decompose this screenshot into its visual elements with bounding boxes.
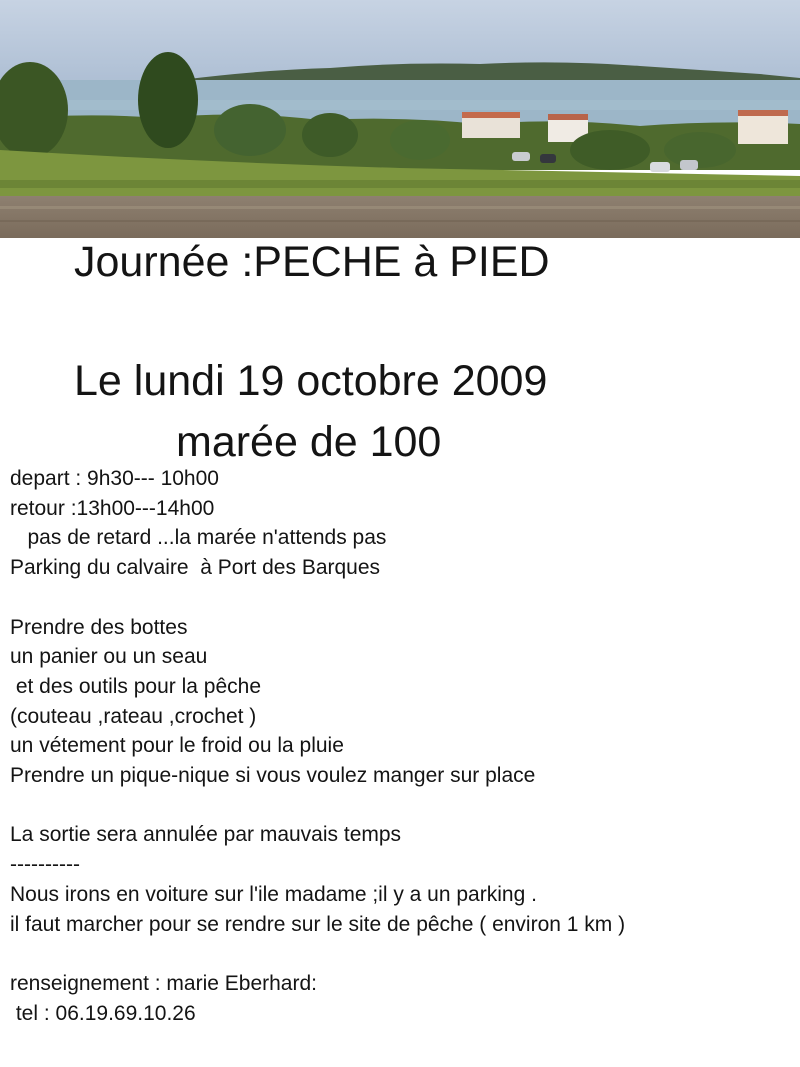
house [738,114,788,144]
picnic-note: Prendre un pique-nique si vous voulez manger sur place [10,764,536,788]
field [0,196,800,238]
tree [664,132,736,168]
event-title: Journée :PECHE à PIED [74,238,550,286]
event-date: Le lundi 19 octobre 2009 [74,357,548,405]
contact-phone: tel : 06.19.69.10.26 [10,1001,196,1025]
equipment-clothing: un vétement pour le froid ou la pluie [10,734,344,758]
equipment-basket: un panier ou un seau [10,645,208,669]
landscape-photo [0,0,800,238]
house [462,116,520,138]
departure-time: depart : 9h30--- 10h00 [10,467,219,490]
tree [570,130,650,170]
tree [302,113,358,157]
separator: ---------- [10,853,80,877]
equipment-tool-list: (couteau ,rateau ,crochet ) [10,704,257,728]
meeting-place: Parking du calvaire à Port des Barques [10,556,381,580]
punctuality-note: pas de retard ...la marée n'attends pas [10,526,387,550]
contact-name: renseignement : marie Eberhard: [10,971,317,995]
equipment-tools: et des outils pour la pêche [10,674,261,698]
tree [390,120,450,160]
transport-note: Nous irons en voiture sur l'ile madame ;il y a un parking . [10,882,537,906]
event-details [10,464,798,1028]
tide-coefficient: marée de 100 [176,418,442,466]
blank-line [10,939,798,969]
equipment-boots: Prendre des bottes [10,615,188,639]
blank-line [10,583,798,613]
return-time: retour :13h00---14h00 [10,496,215,520]
tree [138,52,198,148]
walking-note: il faut marcher pour se rendre sur le site de pêche ( environ 1 km ) [10,912,626,936]
weather-note: La sortie sera annulée par mauvais temps [10,823,402,847]
blank-line [10,791,798,821]
tree [214,104,286,156]
